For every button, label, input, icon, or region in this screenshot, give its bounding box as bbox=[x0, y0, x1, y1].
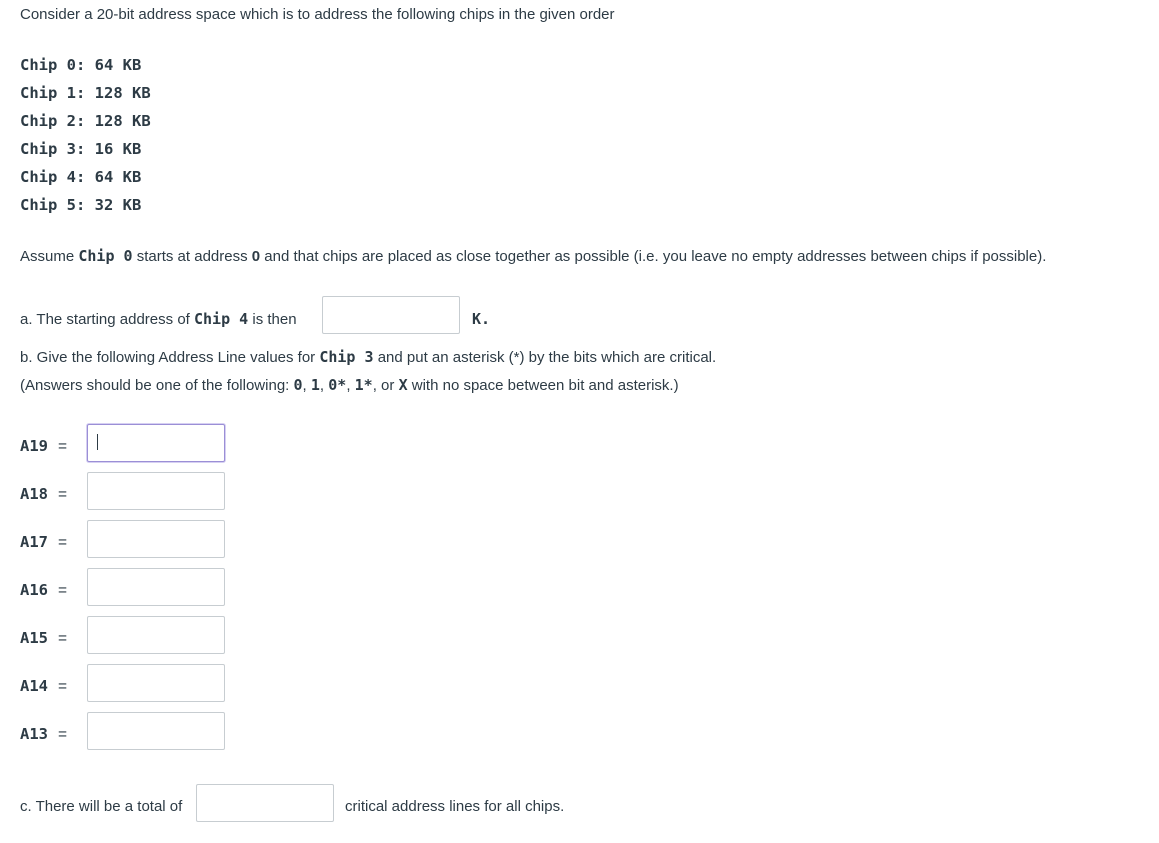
a14-label: A14 = bbox=[20, 677, 68, 695]
a17-input[interactable] bbox=[87, 520, 225, 558]
assumption-text: Assume Chip 0 starts at address 0 and that chips are placed as close together as possible (i.e. you leave no empty addresses between chips if possible). bbox=[20, 247, 1047, 265]
a18-label: A18 = bbox=[20, 485, 68, 503]
text-caret bbox=[97, 434, 98, 450]
chip-line-2: Chip 2: 128 KB bbox=[20, 112, 151, 130]
a18-input[interactable] bbox=[87, 472, 225, 510]
chip-line-1: Chip 1: 128 KB bbox=[20, 84, 151, 102]
a19-input[interactable] bbox=[87, 424, 225, 462]
unit-label-k: K. bbox=[472, 310, 491, 328]
a17-label: A17 = bbox=[20, 533, 68, 551]
answer-format-note: (Answers should be one of the following: 0, 1, 0*, 1*, or X with no space between bit and asterisk.) bbox=[20, 376, 679, 394]
critical-lines-total-input[interactable] bbox=[196, 784, 334, 822]
a13-label: A13 = bbox=[20, 725, 68, 743]
chip4-start-address-input[interactable] bbox=[322, 296, 460, 334]
question-a: a. The starting address of Chip 4 is then bbox=[20, 310, 297, 328]
intro-text: Consider a 20-bit address space which is to address the following chips in the given order bbox=[20, 6, 615, 23]
a14-input[interactable] bbox=[87, 664, 225, 702]
critical-lines-suffix: critical address lines for all chips. bbox=[345, 798, 565, 815]
a15-input[interactable] bbox=[87, 616, 225, 654]
a16-label: A16 = bbox=[20, 581, 68, 599]
chip-line-4: Chip 4: 64 KB bbox=[20, 168, 142, 186]
a16-input[interactable] bbox=[87, 568, 225, 606]
chip-line-0: Chip 0: 64 KB bbox=[20, 56, 142, 74]
a15-label: A15 = bbox=[20, 629, 68, 647]
a13-input[interactable] bbox=[87, 712, 225, 750]
a19-label: A19 = bbox=[20, 437, 68, 455]
question-b: b. Give the following Address Line values for Chip 3 and put an asterisk (*) by the bits which are critical. bbox=[20, 348, 717, 366]
chip-line-5: Chip 5: 32 KB bbox=[20, 196, 142, 214]
question-c: c. There will be a total of bbox=[20, 798, 183, 815]
chip-line-3: Chip 3: 16 KB bbox=[20, 140, 142, 158]
